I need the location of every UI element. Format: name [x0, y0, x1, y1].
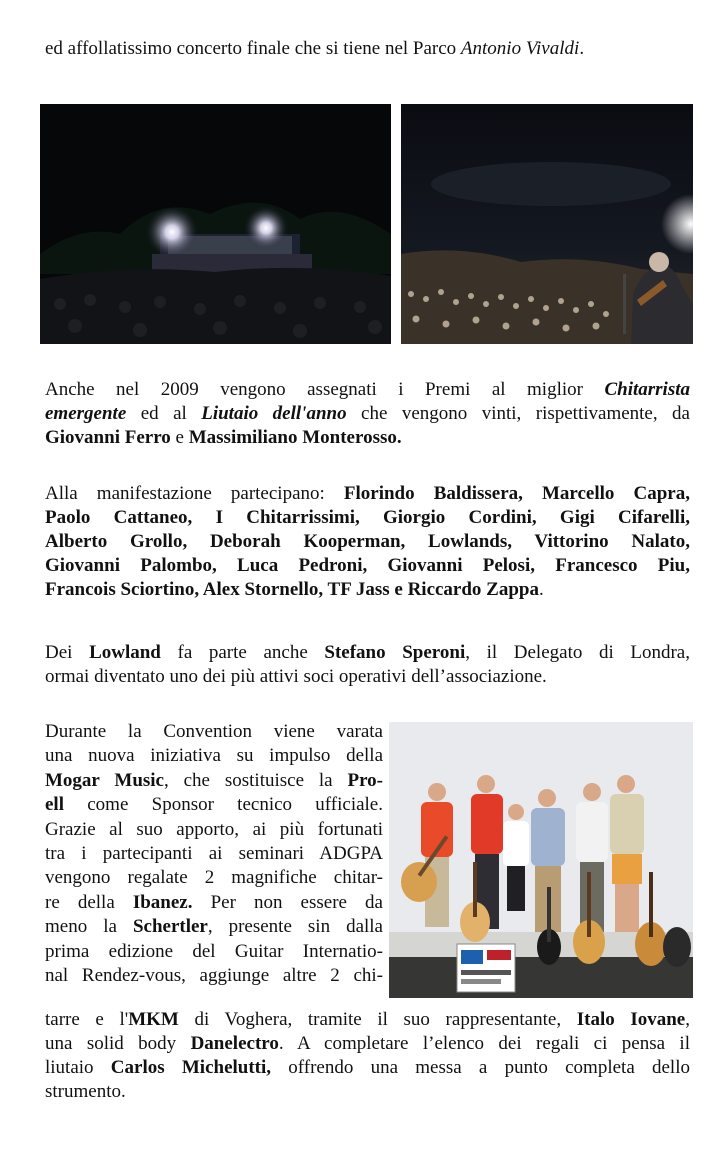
paragraph-line: una nuova iniziativa su impulso della — [45, 745, 383, 767]
paragraph-line: Giovanni Palombo, Luca Pedroni, Giovanni Pelosi, Francesco Piu, — [45, 555, 690, 576]
paragraph-line: meno la Schertler, presente sin dalla — [45, 916, 383, 938]
paragraph-line: Alberto Grollo, Deborah Kooperman, Lowlands, Vittorino Nalato, — [45, 531, 690, 552]
paragraph-line: Durante la Convention viene varata — [45, 721, 383, 742]
paragraph-line: nal Rendez-vous, aggiunge altre 2 chi- — [45, 965, 383, 987]
paragraph-line: ell come Sponsor tecnico ufficiale. — [45, 794, 383, 816]
paragraph-line: tarre e l'MKM di Voghera, tramite il suo rappresentante, Italo Iovane, — [45, 1009, 690, 1030]
paragraph-line: una solid body Danelectro. A completare l’elenco dei regali ci pensa il — [45, 1033, 690, 1054]
concert-stage-photo — [40, 104, 391, 344]
group-photo-guitars — [389, 722, 693, 998]
concert-crowd-photo — [401, 104, 693, 344]
paragraph-line: prima edizione del Guitar Internatio- — [45, 940, 383, 962]
paragraph-line: liutaio Carlos Michelutti, offrendo una messa a punto completa dello — [45, 1057, 690, 1078]
paragraph-line: vengono regalate 2 magnifiche chitar- — [45, 867, 383, 889]
intro-line: ed affollatissimo concerto finale che si tiene nel Parco Antonio Vivaldi. — [45, 38, 585, 59]
paragraph-line: re della Ibanez. Per non essere da — [45, 891, 383, 913]
paragraph-line: Giovanni Ferro e Massimiliano Monterosso. — [45, 427, 402, 448]
paragraph-awards — [45, 378, 690, 450]
paragraph-line: ormai diventato uno dei più attivi soci operativi dell’associazione. — [45, 666, 547, 687]
paragraph-lowland — [45, 641, 690, 689]
paragraph-line: Paolo Cattaneo, I Chitarrissimi, Giorgio Cordini, Gigi Cifarelli, — [45, 507, 690, 528]
paragraph-line: Grazie al suo apporto, ai più fortunati — [45, 818, 383, 840]
paragraph-line: Dei Lowland fa parte anche Stefano Speroni, il Delegato di Londra, — [45, 642, 690, 663]
paragraph-sponsors-continued — [45, 1008, 690, 1104]
paragraph-line: Francois Sciortino, Alex Stornello, TF Jass e Riccardo Zappa. — [45, 579, 544, 600]
paragraph-participants — [45, 482, 690, 602]
paragraph-line: Anche nel 2009 vengono assegnati i Premi al miglior Chitarrista — [45, 379, 691, 400]
paragraph-line: Alla manifestazione partecipano: Florindo Baldissera, Marcello Capra, — [45, 483, 690, 504]
paragraph-line: tra i partecipanti ai seminari ADGPA — [45, 843, 383, 865]
paragraph-line: emergente ed al Liutaio dell'anno che vengono vinti, rispettivamente, da — [45, 403, 690, 424]
paragraph-line: Mogar Music, che sostituisce la Pro- — [45, 769, 383, 791]
paragraph-sponsors — [45, 720, 383, 988]
paragraph-line: strumento. — [45, 1081, 126, 1102]
